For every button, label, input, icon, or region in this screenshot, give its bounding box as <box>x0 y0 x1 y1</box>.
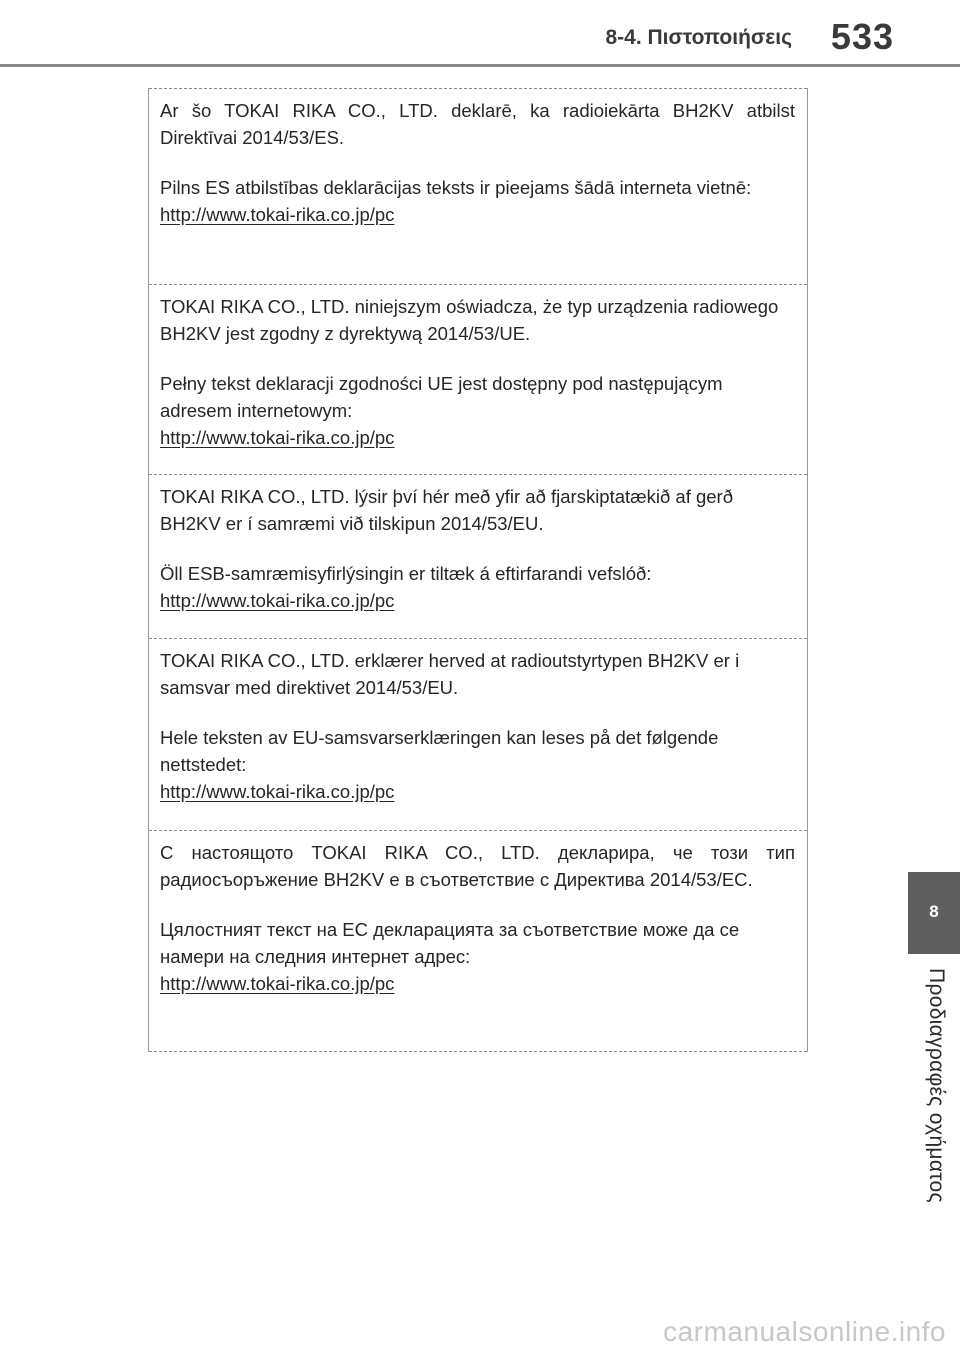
declaration-link[interactable]: http://www.tokai-rika.co.jp/pc <box>160 590 395 611</box>
declaration-statement: С настоящото TOKAI RIKA CO., LTD. декларира, че този тип радиосъоръжение BH2KV е в съответствие с Директива 2014/53/ЕС. <box>160 842 795 890</box>
declaration-availability: Цялостният текст на ЕС декларацията за съответствие може да се намери на следния интернет адрес: <box>160 919 740 967</box>
declaration-availability: Hele teksten av EU-samsvarserklæringen kan leses på det følgende nettstedet: <box>160 727 719 775</box>
declaration-polish <box>149 284 807 474</box>
chapter-tab[interactable] <box>908 872 960 954</box>
declaration-availability: Pełny tekst deklaracji zgodności UE jest dostępny pod następującym adresem internetowym: <box>160 373 723 421</box>
declaration-statement: TOKAI RIKA CO., LTD. niniejszym oświadcza, że typ urządzenia radiowego BH2KV jest zgodny z dyrektywą 2014/53/UE. <box>160 296 779 344</box>
declaration-link[interactable]: http://www.tokai-rika.co.jp/pc <box>160 427 395 448</box>
chapter-title: 8-4. Πιστοποιήσεις <box>605 26 792 49</box>
declaration-link[interactable]: http://www.tokai-rika.co.jp/pc <box>160 204 395 225</box>
declaration-link[interactable]: http://www.tokai-rika.co.jp/pc <box>160 973 395 994</box>
page-header <box>0 0 960 70</box>
declaration-statement: TOKAI RIKA CO., LTD. erklærer herved at radioutstyrtypen BH2KV er i samsvar med direktivet 2014/53/EU. <box>160 650 740 698</box>
chapter-number: 8 <box>929 902 939 921</box>
declaration-icelandic <box>149 474 807 638</box>
declaration-link[interactable]: http://www.tokai-rika.co.jp/pc <box>160 781 395 802</box>
declaration-availability: Pilns ES atbilstības deklarācijas teksts ir pieejams šādā interneta vietnē: <box>160 177 752 198</box>
header-divider <box>0 64 960 67</box>
declaration-norwegian <box>149 638 807 830</box>
declaration-statement: TOKAI RIKA CO., LTD. lýsir því hér með yfir að fjarskiptatækið af gerð BH2KV er í samræmi við tilskipun 2014/53/EU. <box>160 486 734 534</box>
declaration-availability: Öll ESB-samræmisyfirlýsingin er tiltæk á eftirfarandi vefslóð: <box>160 563 652 584</box>
declaration-statement: Ar šo TOKAI RIKA CO., LTD. deklarē, ka radioiekārta BH2KV atbilst Direktīvai 2014/53/ES. <box>160 100 795 148</box>
watermark: carmanualsonline.info <box>663 1316 946 1347</box>
page-number: 533 <box>830 16 894 57</box>
declarations-box <box>148 88 808 1052</box>
declaration-bulgarian <box>149 830 807 1052</box>
declaration-latvian <box>149 88 807 284</box>
chapter-side-label: Προδιαγραφές οχήματος <box>925 968 948 1203</box>
